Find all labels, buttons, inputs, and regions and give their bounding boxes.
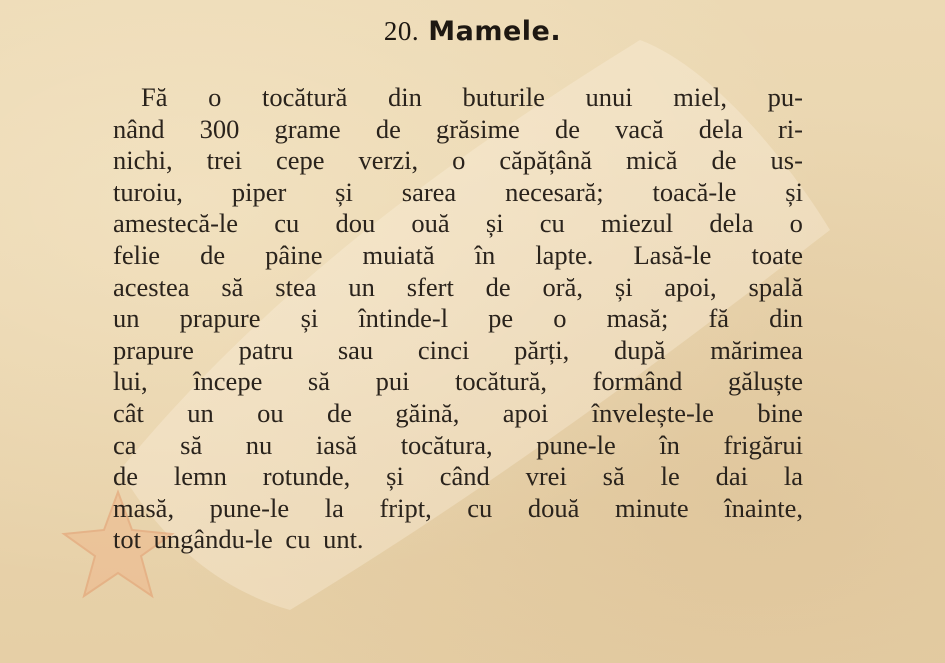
- word: tocătură,: [455, 366, 547, 397]
- word: toacă-le: [652, 176, 737, 207]
- word: când: [439, 461, 490, 492]
- word: nând: [113, 113, 165, 144]
- word: un: [113, 303, 140, 334]
- recipe-text: [113, 82, 803, 556]
- word: frigărui: [723, 429, 803, 460]
- word: în: [659, 429, 680, 460]
- text-line: tot ungându-le cu unt.: [113, 524, 364, 555]
- word: pu-: [767, 82, 803, 112]
- word: buturile: [462, 82, 545, 112]
- word: spală: [748, 271, 803, 302]
- word: o: [452, 145, 466, 176]
- text-line: [113, 461, 803, 493]
- word: să: [180, 429, 203, 460]
- text-line: [113, 430, 803, 462]
- word: de: [375, 113, 401, 144]
- word: cu: [274, 208, 300, 239]
- text-line: [113, 335, 803, 367]
- word: un: [187, 397, 214, 428]
- word: la: [783, 461, 803, 492]
- word: găluște: [727, 366, 803, 397]
- word: stea: [275, 271, 317, 302]
- word: și: [485, 208, 504, 239]
- word: tocătură: [262, 82, 348, 112]
- word: cepe: [275, 145, 325, 176]
- text-line: [113, 272, 803, 304]
- word: și: [386, 461, 404, 492]
- word: nichi,: [113, 145, 173, 176]
- word: tocătura,: [400, 429, 493, 460]
- word: apoi,: [664, 271, 717, 302]
- word: mică: [626, 145, 678, 176]
- word: grame: [274, 113, 341, 144]
- word: bine: [757, 397, 803, 428]
- word: minute: [615, 492, 689, 523]
- word: oră,: [542, 271, 584, 302]
- word: lapte.: [535, 239, 594, 270]
- word: dela: [698, 113, 743, 144]
- word: piper: [231, 176, 287, 207]
- word: lui,: [113, 366, 148, 397]
- word: din: [769, 303, 803, 334]
- word: un: [348, 271, 375, 302]
- word: muiată: [362, 239, 435, 270]
- word: după: [614, 334, 666, 365]
- word: Fă: [141, 82, 168, 112]
- word: întinde-l: [358, 303, 449, 334]
- word: unui: [585, 82, 633, 112]
- word: ouă: [411, 208, 450, 239]
- word: prapure: [179, 303, 261, 334]
- word: găină,: [395, 397, 460, 428]
- text-line: [113, 240, 803, 272]
- word: ri-: [777, 113, 803, 144]
- word: să: [221, 271, 244, 302]
- text-line: [113, 398, 803, 430]
- word: verzi,: [358, 145, 419, 176]
- word: și: [614, 271, 633, 302]
- word: amestecă-le: [113, 208, 239, 239]
- text-line: [113, 82, 803, 114]
- word: dela: [709, 208, 754, 239]
- text-line: [113, 177, 803, 209]
- word: de: [327, 397, 353, 428]
- word: începe: [193, 366, 263, 397]
- word: pune-le: [209, 492, 290, 523]
- word: toate: [751, 239, 803, 270]
- word: lemn: [173, 461, 227, 492]
- word: miezul: [601, 208, 674, 239]
- word: ou: [257, 397, 284, 428]
- word: rotunde,: [262, 461, 351, 492]
- word: o: [553, 303, 567, 334]
- word: cu: [467, 492, 493, 523]
- word: miel,: [673, 82, 728, 112]
- word: ca: [113, 429, 137, 460]
- word: în: [474, 239, 496, 270]
- word: pui: [375, 366, 410, 397]
- word: vrei: [525, 461, 567, 492]
- word: o: [789, 208, 803, 239]
- word: felie: [113, 239, 161, 270]
- word: vacă: [615, 113, 664, 144]
- word: turoiu,: [113, 176, 183, 207]
- word: pune-le: [536, 429, 616, 460]
- word: acestea: [113, 271, 190, 302]
- text-line: [113, 303, 803, 335]
- word: masă;: [606, 303, 669, 334]
- word: formând: [592, 366, 683, 397]
- word: de: [711, 145, 737, 176]
- word: nu: [245, 429, 273, 460]
- word: cu: [539, 208, 565, 239]
- word: Lasă-le: [633, 239, 712, 270]
- word: de: [485, 271, 511, 302]
- word: pâine: [265, 239, 323, 270]
- recipe-title: Mamele.: [428, 16, 562, 47]
- word: părți,: [514, 334, 570, 365]
- word: să: [602, 461, 625, 492]
- text-line: [113, 493, 803, 525]
- word: la: [324, 492, 344, 523]
- word: fript,: [379, 492, 432, 523]
- word: 300: [199, 113, 240, 144]
- word: dou: [335, 208, 376, 239]
- word: să: [307, 366, 330, 397]
- word: o: [208, 82, 222, 112]
- text-line: [113, 208, 803, 240]
- word: le: [660, 461, 680, 492]
- word: sau: [337, 334, 374, 365]
- word: masă,: [113, 492, 175, 523]
- word: și: [335, 176, 353, 207]
- word: cinci: [417, 334, 470, 365]
- recipe-heading: [0, 16, 945, 47]
- word: grăsime: [435, 113, 520, 144]
- word: două: [527, 492, 580, 523]
- word: de: [554, 113, 580, 144]
- word: din: [387, 82, 422, 112]
- word: sfert: [406, 271, 454, 302]
- text-line: [113, 145, 803, 177]
- word: învelește-le: [591, 397, 714, 428]
- word: cât: [113, 397, 144, 428]
- word: dai: [715, 461, 748, 492]
- word: pe: [488, 303, 514, 334]
- word: fă: [708, 303, 730, 334]
- word: de: [113, 461, 139, 492]
- text-line: [113, 366, 803, 398]
- text-line: [113, 114, 803, 146]
- recipe-number: 20.: [383, 16, 420, 46]
- word: sarea: [401, 176, 457, 207]
- word: patru: [238, 334, 294, 365]
- word: căpățână: [499, 145, 593, 176]
- word: de: [200, 239, 226, 270]
- word: prapure: [113, 334, 194, 365]
- word: iasă: [315, 429, 358, 460]
- word: și: [300, 303, 319, 334]
- word: înainte,: [724, 492, 803, 523]
- word: us-: [770, 145, 803, 176]
- word: și: [785, 176, 803, 207]
- word: apoi: [502, 397, 549, 428]
- word: trei: [206, 145, 242, 176]
- word: necesară;: [505, 176, 604, 207]
- word: mărimea: [710, 334, 803, 365]
